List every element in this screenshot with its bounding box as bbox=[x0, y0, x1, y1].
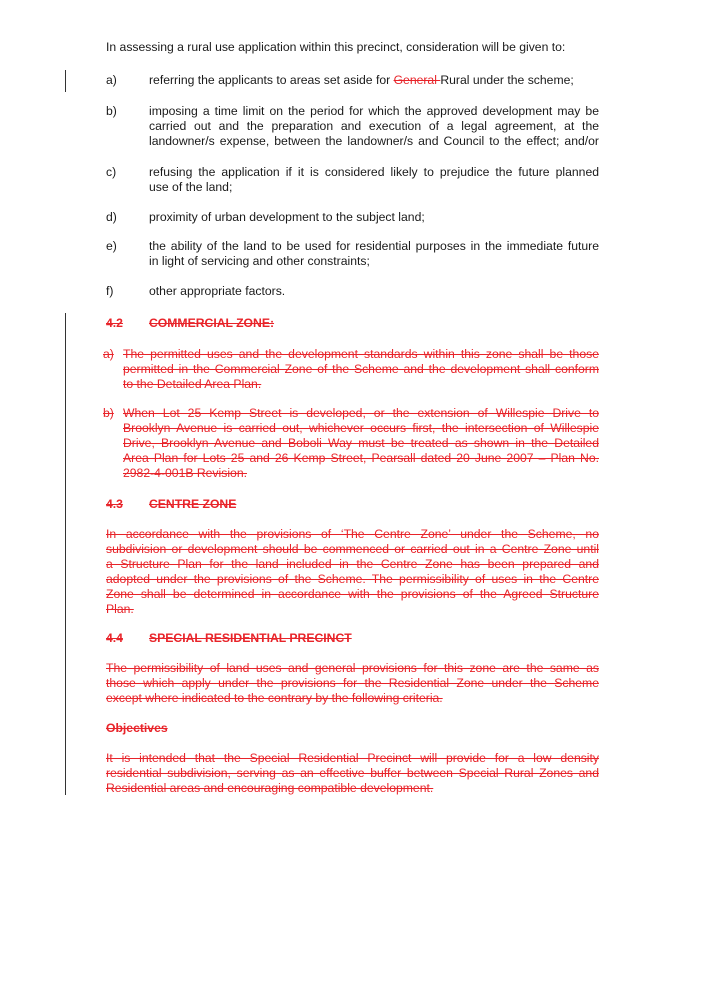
deleted-line: Area Plan for Lots 25 and 26 Kemp Street, Pearsall dated 20 June 2007 – Plan No. bbox=[123, 451, 599, 465]
item-text: referring the applicants to areas set aside for bbox=[149, 73, 394, 87]
deleted-line: In accordance with the provisions of ‘The Centre Zone’ under the Scheme, no bbox=[106, 527, 599, 541]
deleted-line: permitted in the Commercial Zone of the Scheme and the development shall conform bbox=[123, 362, 599, 376]
item-label: e) bbox=[106, 239, 117, 253]
section-number: 4.3 bbox=[106, 497, 123, 511]
deleted-line: subdivision or development should be commenced or carried out in a Centre Zone until bbox=[106, 542, 599, 556]
deleted-line: 2982-4-001B Revision. bbox=[123, 466, 247, 480]
deleted-line: When Lot 25 Kemp Street is developed, or the extension of Willespie Drive to bbox=[123, 406, 599, 420]
list-item-text bbox=[149, 73, 574, 88]
section-title: CENTRE ZONE bbox=[149, 497, 237, 511]
deleted-line: a Structure Plan for the land included in the Centre Zone has been prepared and bbox=[106, 557, 599, 571]
deleted-line: Residential areas and encouraging compatible development. bbox=[106, 781, 434, 795]
item-label: a) bbox=[103, 347, 114, 361]
change-bar bbox=[65, 70, 66, 92]
subheading: Objectives bbox=[106, 721, 168, 735]
item-label: a) bbox=[106, 73, 117, 87]
item-line: the ability of the land to be used for residential purposes in the immediate future bbox=[149, 239, 599, 253]
item-line: landowner/s expense, between the landowner/s and Council to the effect; and/or bbox=[149, 134, 599, 148]
item-line: carried out and the preparation and execution of a legal agreement, at the bbox=[149, 119, 599, 133]
item-label: b) bbox=[103, 406, 114, 420]
item-line: use of the land; bbox=[149, 180, 233, 194]
deleted-line: Brooklyn Avenue is carried out, whichever occurs first, the intersection of Willespie bbox=[123, 421, 599, 435]
item-line: imposing a time limit on the period for which the approved development may be bbox=[149, 104, 599, 118]
deleted-line: The permitted uses and the development standards within this zone shall be those bbox=[123, 347, 599, 361]
item-line: refusing the application if it is considered likely to prejudice the future planned bbox=[149, 165, 599, 179]
item-label: c) bbox=[106, 165, 117, 179]
deleted-line: It is intended that the Special Residential Precinct will provide for a low density bbox=[106, 751, 599, 765]
deleted-line: residential subdivision, serving as an effective buffer between Special Rural Zones and bbox=[106, 766, 599, 780]
deleted-line: Drive, Brooklyn Avenue and Boboli Way must be treated as shown in the Detailed bbox=[123, 436, 599, 450]
deleted-line: those which apply under the provisions for the Residential Zone under the Scheme bbox=[106, 676, 599, 690]
section-title: COMMERCIAL ZONE: bbox=[149, 316, 275, 330]
item-label: d) bbox=[106, 210, 117, 224]
item-line: proximity of urban development to the subject land; bbox=[149, 210, 425, 224]
item-label: b) bbox=[106, 104, 117, 118]
intro-text: In assessing a rural use application within this precinct, consideration will be given to: bbox=[106, 40, 566, 54]
section-number: 4.4 bbox=[106, 631, 123, 645]
deleted-line: The permissibility of land uses and general provisions for this zone are the same as bbox=[106, 661, 599, 675]
deleted-word: General bbox=[393, 73, 441, 87]
change-bar bbox=[65, 313, 66, 795]
section-number: 4.2 bbox=[106, 316, 123, 330]
deleted-line: to the Detailed Area Plan. bbox=[123, 377, 262, 391]
deleted-line: Zone shall be determined in accordance with the provisions of the Agreed Structure bbox=[106, 587, 599, 601]
item-text: Rural under the scheme; bbox=[440, 73, 574, 87]
deleted-line: Plan. bbox=[106, 602, 134, 616]
section-title: SPECIAL RESIDENTIAL PRECINCT bbox=[149, 631, 352, 645]
deleted-line: except where indicated to the contrary by the following criteria. bbox=[106, 691, 443, 705]
item-line: in light of servicing and other constraints; bbox=[149, 254, 370, 268]
deleted-line: adopted under the provisions of the Scheme. The permissibility of uses in the Centre bbox=[106, 572, 599, 586]
item-line: other appropriate factors. bbox=[149, 284, 286, 298]
item-label: f) bbox=[106, 284, 114, 298]
